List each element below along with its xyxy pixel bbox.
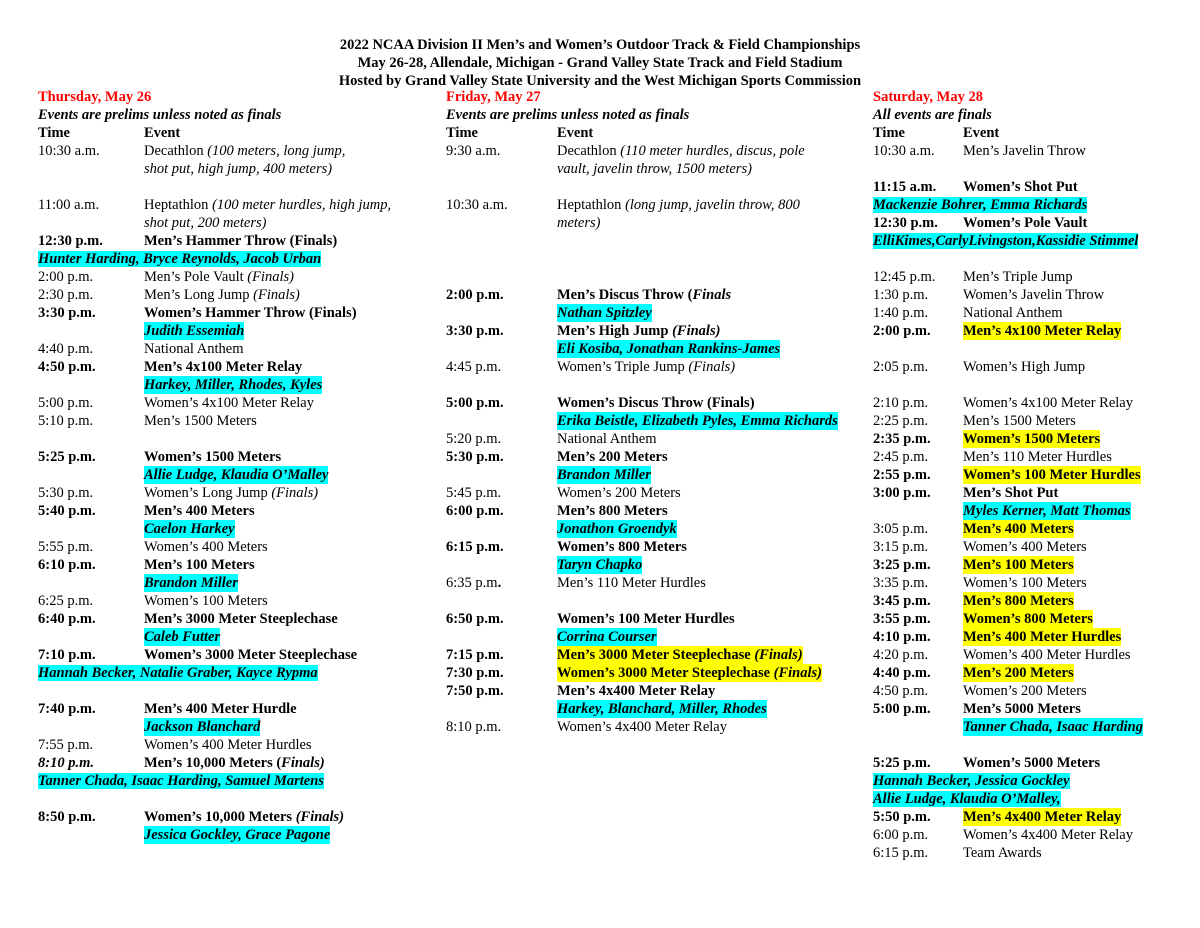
event-time: 4:20 p.m. — [873, 647, 929, 663]
event-time: 3:30 p.m. — [38, 305, 96, 321]
event-name: Decathlon (110 meter hurdles, discus, pole — [557, 143, 805, 159]
event-time: 6:50 p.m. — [446, 611, 504, 627]
event-name: Women’s 1500 Meters — [144, 449, 282, 465]
event-time: 2:05 p.m. — [873, 359, 929, 375]
event-name: Women’s 200 Meters — [963, 683, 1087, 699]
time-header: Time — [38, 125, 70, 141]
event-time: 4:45 p.m. — [446, 359, 502, 375]
event-time: 12:45 p.m. — [873, 269, 936, 285]
event-time: 2:00 p.m. — [446, 287, 504, 303]
event-time: 9:30 a.m. — [446, 143, 501, 159]
event-name: National Anthem — [963, 305, 1063, 321]
event-time: 6:15 p.m. — [446, 539, 504, 555]
event-name: Women’s 100 Meter Hurdles — [557, 611, 735, 627]
event-time: 3:55 p.m. — [873, 611, 931, 627]
event-time: 10:30 a.m. — [446, 197, 508, 213]
event-name: Women’s Long Jump (Finals) — [144, 485, 319, 501]
event-time: 5:20 p.m. — [446, 431, 502, 447]
event-time: 5:50 p.m. — [873, 809, 931, 825]
event-name: Women’s 4x100 Meter Relay — [144, 395, 314, 411]
event-time: 2:30 p.m. — [38, 287, 94, 303]
athlete-names: Hunter Harding, Bryce Reynolds, Jacob Urban — [38, 251, 322, 267]
event-time: 12:30 p.m. — [873, 215, 938, 231]
athlete-names: ElliKimes,CarlyLivingston,Kassidie Stimmel — [873, 233, 1139, 249]
event-time: 6:35 p.m. — [446, 575, 502, 591]
event-time: 7:15 p.m. — [446, 647, 504, 663]
saturday-note: All events are finals — [873, 107, 992, 123]
event-time: 5:40 p.m. — [38, 503, 96, 519]
event-header: Event — [963, 125, 1000, 141]
event-name: Men’s 400 Meters — [963, 521, 1074, 537]
event-time: 12:30 p.m. — [38, 233, 103, 249]
event-time: 2:25 p.m. — [873, 413, 929, 429]
event-name: Men’s 800 Meters — [963, 593, 1074, 609]
event-name: Men’s 3000 Meter Steeplechase (Finals) — [557, 647, 803, 663]
event-name: Men’s 4x100 Meter Relay — [963, 323, 1122, 339]
event-name: Women’s Discus Throw (Finals) — [557, 395, 755, 411]
event-detail: shot put, 200 meters) — [144, 215, 267, 231]
event-time: 3:30 p.m. — [446, 323, 504, 339]
event-name: Men’s Shot Put — [963, 485, 1059, 501]
time-header: Time — [873, 125, 905, 141]
event-name: Women’s 800 Meters — [557, 539, 687, 555]
event-time: 3:45 p.m. — [873, 593, 931, 609]
event-name: Women’s Shot Put — [963, 179, 1078, 195]
event-name: Women’s High Jump — [963, 359, 1086, 375]
event-time: 6:25 p.m. — [38, 593, 94, 609]
header-host: Hosted by Grand Valley State University and the West Michigan Sports Commission — [338, 73, 862, 89]
event-time: 3:05 p.m. — [873, 521, 929, 537]
event-name: Men’s Pole Vault (Finals) — [144, 269, 294, 285]
event-detail: shot put, high jump, 400 meters) — [144, 161, 333, 177]
event-name: Women’s 1500 Meters — [963, 431, 1101, 447]
athlete-names: Tanner Chada, Isaac Harding, Samuel Martens — [38, 773, 324, 789]
event-name: Women’s 3000 Meter Steeplechase (Finals) — [557, 665, 822, 681]
event-name: Heptathlon (long jump, javelin throw, 800 — [557, 197, 800, 213]
event-name: Men’s 110 Meter Hurdles — [963, 449, 1112, 465]
event-time: 7:10 p.m. — [38, 647, 96, 663]
event-name: Men’s 400 Meter Hurdle — [144, 701, 297, 717]
event-name: Men’s 200 Meters — [963, 665, 1074, 681]
event-name: Men’s 3000 Meter Steeplechase — [144, 611, 338, 627]
event-name: Women’s Hammer Throw (Finals) — [144, 305, 357, 321]
event-time: 2:00 p.m. — [873, 323, 931, 339]
event-name: Women’s 100 Meter Hurdles — [963, 467, 1141, 483]
event-time: 7:50 p.m. — [446, 683, 504, 699]
time-header: Time — [446, 125, 478, 141]
event-name: Men’s Long Jump (Finals) — [144, 287, 300, 303]
event-time: 4:50 p.m. — [38, 359, 96, 375]
event-name: Women’s 4x400 Meter Relay — [963, 827, 1133, 843]
event-name: Men’s 5000 Meters — [963, 701, 1081, 717]
event-name: Women’s 400 Meters — [963, 539, 1087, 555]
event-name: Women’s 400 Meters — [144, 539, 268, 555]
event-detail: vault, javelin throw, 1500 meters) — [557, 161, 752, 177]
event-name: Men’s 400 Meters — [144, 503, 255, 519]
event-name: Men’s 4x400 Meter Relay — [557, 683, 716, 699]
event-time: 5:45 p.m. — [446, 485, 502, 501]
event-time: 2:35 p.m. — [873, 431, 931, 447]
event-name: Men’s Hammer Throw (Finals) — [144, 233, 338, 249]
thursday-day-heading: Thursday, May 26 — [38, 89, 152, 105]
event-time: 11:15 a.m. — [873, 179, 937, 195]
event-time: 6:15 p.m. — [873, 845, 929, 861]
athlete-names: Allie Ludge, Klaudia O’Malley, — [873, 791, 1061, 807]
event-time: 5:25 p.m. — [873, 755, 931, 771]
event-name: Men’s 110 Meter Hurdles — [557, 575, 706, 591]
event-name: Women’s 400 Meter Hurdles — [144, 737, 312, 753]
event-time: 3:00 p.m. — [873, 485, 931, 501]
event-name: Men’s Triple Jump — [963, 269, 1073, 285]
event-time: 6:10 p.m. — [38, 557, 96, 573]
event-time: 10:30 a.m. — [38, 143, 100, 159]
event-name: Men’s 1500 Meters — [144, 413, 257, 429]
event-time: 10:30 a.m. — [873, 143, 935, 159]
event-name: Women’s 100 Meters — [144, 593, 268, 609]
event-name: Decathlon (100 meters, long jump, — [144, 143, 346, 159]
event-time: 11:00 a.m. — [38, 197, 100, 213]
event-name: Men’s Javelin Throw — [963, 143, 1086, 159]
event-time: 2:55 p.m. — [873, 467, 931, 483]
event-name: Women’s Javelin Throw — [963, 287, 1105, 303]
friday-note: Events are prelims unless noted as finals — [446, 107, 690, 123]
event-name: Women’s 4x400 Meter Relay — [557, 719, 727, 735]
event-name: Men’s 200 Meters — [557, 449, 668, 465]
event-time: 3:15 p.m. — [873, 539, 929, 555]
event-name: Men’s 800 Meters — [557, 503, 668, 519]
athlete-names: Hannah Becker, Jessica Gockley — [873, 773, 1070, 789]
event-name: Men’s 100 Meters — [144, 557, 255, 573]
event-name: Men’s 100 Meters — [963, 557, 1074, 573]
event-name: Women’s 400 Meter Hurdles — [963, 647, 1131, 663]
event-time: 1:30 p.m. — [873, 287, 929, 303]
event-time: 5:00 p.m. — [446, 395, 504, 411]
event-time: 8:50 p.m. — [38, 809, 96, 825]
event-time: 5:30 p.m. — [38, 485, 94, 501]
event-time: 1:40 p.m. — [873, 305, 929, 321]
event-detail: meters) — [557, 215, 601, 231]
event-name: Women’s 100 Meters — [963, 575, 1087, 591]
event-time: 5:10 p.m. — [38, 413, 94, 429]
event-time: 4:50 p.m. — [873, 683, 929, 699]
event-name: Women’s 4x100 Meter Relay — [963, 395, 1133, 411]
event-time: 3:25 p.m. — [873, 557, 931, 573]
event-time: 7:40 p.m. — [38, 701, 96, 717]
event-name: Women’s Pole Vault — [963, 215, 1088, 231]
event-time: 5:25 p.m. — [38, 449, 96, 465]
event-time: 5:00 p.m. — [873, 701, 931, 717]
event-name: Team Awards — [963, 845, 1042, 861]
event-name: National Anthem — [144, 341, 244, 357]
event-name: Women’s 5000 Meters — [963, 755, 1101, 771]
athlete-names: Mackenzie Bohrer, Emma Richards — [873, 197, 1088, 213]
event-name: Men’s 1500 Meters — [963, 413, 1076, 429]
event-header: Event — [557, 125, 594, 141]
thursday-note: Events are prelims unless noted as finals — [38, 107, 282, 123]
athlete-names: Hannah Becker, Natalie Graber, Kayce Rypma — [38, 665, 318, 681]
event-name: Heptathlon (100 meter hurdles, high jump, — [144, 197, 392, 213]
event-name: Men’s 4x100 Meter Relay — [144, 359, 303, 375]
event-time: 8:10 p.m. — [38, 755, 94, 771]
event-header: Event — [144, 125, 181, 141]
event-name: Women’s 10,000 Meters (Finals) — [144, 809, 345, 825]
event-name: Men’s 400 Meter Hurdles — [963, 629, 1122, 645]
event-time: 4:40 p.m. — [38, 341, 94, 357]
event-name: Women’s 200 Meters — [557, 485, 681, 501]
event-time: 4:40 p.m. — [873, 665, 931, 681]
event-name: Men’s 10,000 Meters (Finals) — [144, 755, 325, 771]
event-name: Men’s High Jump (Finals) — [557, 323, 721, 339]
event-time: 2:00 p.m. — [38, 269, 94, 285]
event-time: 8:10 p.m. — [446, 719, 502, 735]
event-name: Women’s 800 Meters — [963, 611, 1093, 627]
event-time: 5:00 p.m. — [38, 395, 94, 411]
event-name: Women’s 3000 Meter Steeplechase — [144, 647, 358, 663]
event-time: 4:10 p.m. — [873, 629, 931, 645]
event-time: 5:55 p.m. — [38, 539, 94, 555]
event-time: 6:40 p.m. — [38, 611, 96, 627]
event-time: 7:30 p.m. — [446, 665, 504, 681]
event-name: Men’s 4x400 Meter Relay — [963, 809, 1122, 825]
event-time: 6:00 p.m. — [873, 827, 929, 843]
event-name: Women’s Triple Jump (Finals) — [557, 359, 736, 375]
event-time: 2:45 p.m. — [873, 449, 929, 465]
event-name: Men’s Discus Throw (Finals — [557, 287, 732, 303]
event-time: 3:35 p.m. — [873, 575, 929, 591]
saturday-day-heading: Saturday, May 28 — [873, 89, 983, 105]
event-time: 6:00 p.m. — [446, 503, 504, 519]
header-location: May 26-28, Allendale, Michigan - Grand Valley State Track and Field Stadium — [357, 55, 843, 71]
header-title: 2022 NCAA Division II Men’s and Women’s Outdoor Track & Field Championships — [339, 37, 861, 53]
event-time: 5:30 p.m. — [446, 449, 504, 465]
event-name: National Anthem — [557, 431, 657, 447]
friday-day-heading: Friday, May 27 — [446, 89, 541, 105]
event-time: 7:55 p.m. — [38, 737, 94, 753]
event-time: 2:10 p.m. — [873, 395, 929, 411]
